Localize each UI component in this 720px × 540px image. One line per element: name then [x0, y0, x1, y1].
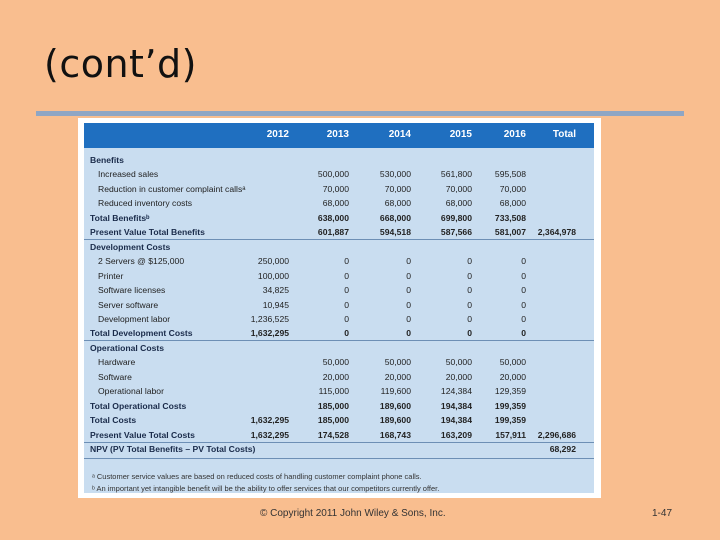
cell-2015: 587,566 [440, 227, 472, 238]
cell-2016: 199,359 [494, 415, 526, 426]
cell-2012: 34,825 [262, 285, 289, 296]
cell-2014: 189,600 [379, 415, 411, 426]
table-row [84, 182, 594, 197]
cell-total: 68,292 [549, 444, 576, 454]
title-divider [36, 111, 684, 116]
cell-2013: 0 [344, 313, 349, 324]
table-row [84, 413, 594, 428]
table-end-divider [84, 458, 594, 459]
cell-2013: 185,000 [317, 400, 349, 411]
row-label: Increased sales [98, 169, 159, 180]
cell-2014: 530,000 [379, 169, 411, 180]
cell-2013: 0 [344, 270, 349, 281]
column-header-2012: 2012 [266, 129, 289, 140]
table-row [84, 196, 594, 211]
table-row [84, 312, 594, 327]
cell-2014: 119,600 [380, 386, 411, 397]
cell-2016: 0 [521, 285, 526, 296]
cell-total: 2,296,686 [537, 429, 576, 440]
cell-2016: 595,508 [494, 169, 526, 180]
row-label: Total Operational Costs [90, 400, 187, 411]
cell-2014: 20,000 [384, 371, 411, 382]
copyright-footer: © Copyright 2011 John Wiley & Sons, Inc. [260, 508, 446, 519]
row-label: Benefits [90, 155, 124, 165]
cell-2012: 1,632,295 [250, 328, 289, 339]
row-label: Software licenses [98, 285, 166, 296]
table-row [84, 211, 594, 226]
cell-2015: 0 [467, 313, 472, 324]
cost-benefit-table [78, 118, 601, 498]
cell-2016: 70,000 [499, 183, 526, 194]
table-footnote: ᵇ An important yet intangible benefit will be the ability to offer services that our competitors currently offer. [92, 484, 440, 494]
cell-2016: 0 [521, 270, 526, 281]
cell-2014: 594,518 [379, 227, 411, 238]
table-row [84, 153, 594, 168]
cell-2013: 500,000 [317, 169, 349, 180]
column-header-2016: 2016 [503, 129, 526, 140]
table-row [84, 225, 594, 240]
cell-2014: 0 [406, 313, 411, 324]
row-label: Total Benefitsᵇ [90, 212, 150, 223]
cell-2013: 638,000 [317, 212, 349, 223]
cell-2015: 70,000 [445, 183, 472, 194]
row-label: Operational labor [98, 386, 164, 397]
row-label: Total Development Costs [90, 328, 193, 339]
cell-2015: 0 [467, 270, 472, 281]
cell-2012: 1,632,295 [250, 415, 289, 426]
cell-2016: 733,508 [494, 212, 526, 223]
cell-2016: 199,359 [494, 400, 526, 411]
row-label: Printer [98, 270, 124, 281]
cell-2015: 0 [467, 328, 472, 339]
row-label: Hardware [98, 357, 136, 368]
table-header [84, 123, 594, 148]
table-row [84, 442, 594, 457]
cell-2014: 0 [406, 328, 411, 339]
table-row [84, 240, 594, 255]
cell-2016: 157,911 [495, 429, 526, 440]
column-header-total: Total [552, 129, 576, 140]
table-row [84, 254, 594, 269]
table-row [84, 399, 594, 414]
cell-2013: 115,000 [318, 386, 349, 397]
row-label: Development Costs [90, 241, 171, 252]
table-row [84, 428, 594, 443]
cell-2015: 0 [467, 299, 472, 310]
cell-2014: 0 [406, 285, 411, 296]
cell-2015: 68,000 [445, 198, 472, 209]
table-body [84, 123, 594, 493]
cell-2012: 250,000 [257, 256, 289, 267]
cell-2014: 0 [406, 299, 411, 310]
table-footnote: ᵃ Customer service values are based on reduced costs of handling customer complaint phone calls. [92, 472, 422, 482]
cell-2013: 185,000 [317, 415, 349, 426]
cell-2014: 189,600 [379, 400, 411, 411]
row-label: Development labor [98, 313, 171, 324]
cell-2015: 0 [467, 285, 472, 296]
cell-total: 2,364,978 [537, 227, 576, 238]
cell-2015: 50,000 [445, 357, 472, 368]
table-row [84, 326, 594, 341]
cell-2015: 20,000 [445, 371, 472, 382]
cell-2012: 10,945 [262, 299, 289, 310]
row-label: Operational Costs [90, 342, 165, 353]
row-label: Reduced inventory costs [98, 198, 193, 209]
cell-2015: 0 [467, 256, 472, 267]
cell-2012: 1,236,525 [250, 313, 289, 324]
cell-2014: 0 [406, 270, 411, 281]
cell-2015: 124,384 [440, 386, 472, 397]
cell-2013: 50,000 [322, 357, 349, 368]
cell-2016: 0 [521, 328, 526, 339]
table-row [84, 370, 594, 385]
table-row [84, 167, 594, 182]
cell-2012: 100,000 [257, 270, 289, 281]
cell-2014: 0 [406, 256, 411, 267]
cell-2013: 20,000 [322, 371, 349, 382]
cell-2015: 699,800 [440, 212, 472, 223]
cell-2014: 70,000 [384, 183, 411, 194]
table-row [84, 355, 594, 370]
row-label: Software [98, 371, 132, 382]
cell-2014: 68,000 [384, 198, 411, 209]
row-label: NPV (PV Total Benefits – PV Total Costs) [90, 444, 256, 454]
cell-2016: 581,007 [494, 227, 526, 238]
cell-2016: 0 [521, 299, 526, 310]
cell-2013: 0 [344, 299, 349, 310]
cell-2016: 50,000 [499, 357, 526, 368]
row-label: Server software [98, 299, 159, 310]
cell-2013: 68,000 [322, 198, 349, 209]
cell-2014: 168,743 [379, 429, 411, 440]
cell-2013: 0 [344, 256, 349, 267]
column-header-2014: 2014 [388, 129, 411, 140]
table-row [84, 283, 594, 298]
cell-2013: 601,887 [317, 227, 349, 238]
cell-2015: 194,384 [440, 400, 472, 411]
cell-2016: 68,000 [499, 198, 526, 209]
row-label: Total Costs [90, 415, 137, 426]
page-number: 1-47 [652, 508, 673, 519]
cell-2013: 70,000 [322, 183, 349, 194]
row-label: Present Value Total Costs [90, 429, 195, 440]
cell-2015: 194,384 [440, 415, 472, 426]
row-label: 2 Servers @ $125,000 [98, 256, 185, 267]
table-row [84, 298, 594, 313]
table-row [84, 341, 594, 356]
cell-2015: 561,800 [440, 169, 472, 180]
cell-2014: 50,000 [384, 357, 411, 368]
cell-2013: 0 [344, 328, 349, 339]
cell-2015: 163,209 [440, 429, 472, 440]
table-row [84, 269, 594, 284]
cell-2013: 174,528 [317, 429, 349, 440]
cell-2016: 0 [521, 256, 526, 267]
row-label: Present Value Total Benefits [90, 227, 205, 238]
cell-2013: 0 [344, 285, 349, 296]
row-label: Reduction in customer complaint callsᵃ [98, 183, 246, 194]
cell-2016: 0 [521, 313, 526, 324]
slide-title: (cont’d) [44, 42, 197, 86]
cell-2012: 1,632,295 [250, 429, 289, 440]
cell-2016: 20,000 [499, 371, 526, 382]
table-row [84, 384, 594, 399]
cell-2014: 668,000 [379, 212, 411, 223]
column-header-2015: 2015 [449, 129, 472, 140]
column-header-2013: 2013 [326, 129, 349, 140]
cell-2016: 129,359 [494, 386, 526, 397]
